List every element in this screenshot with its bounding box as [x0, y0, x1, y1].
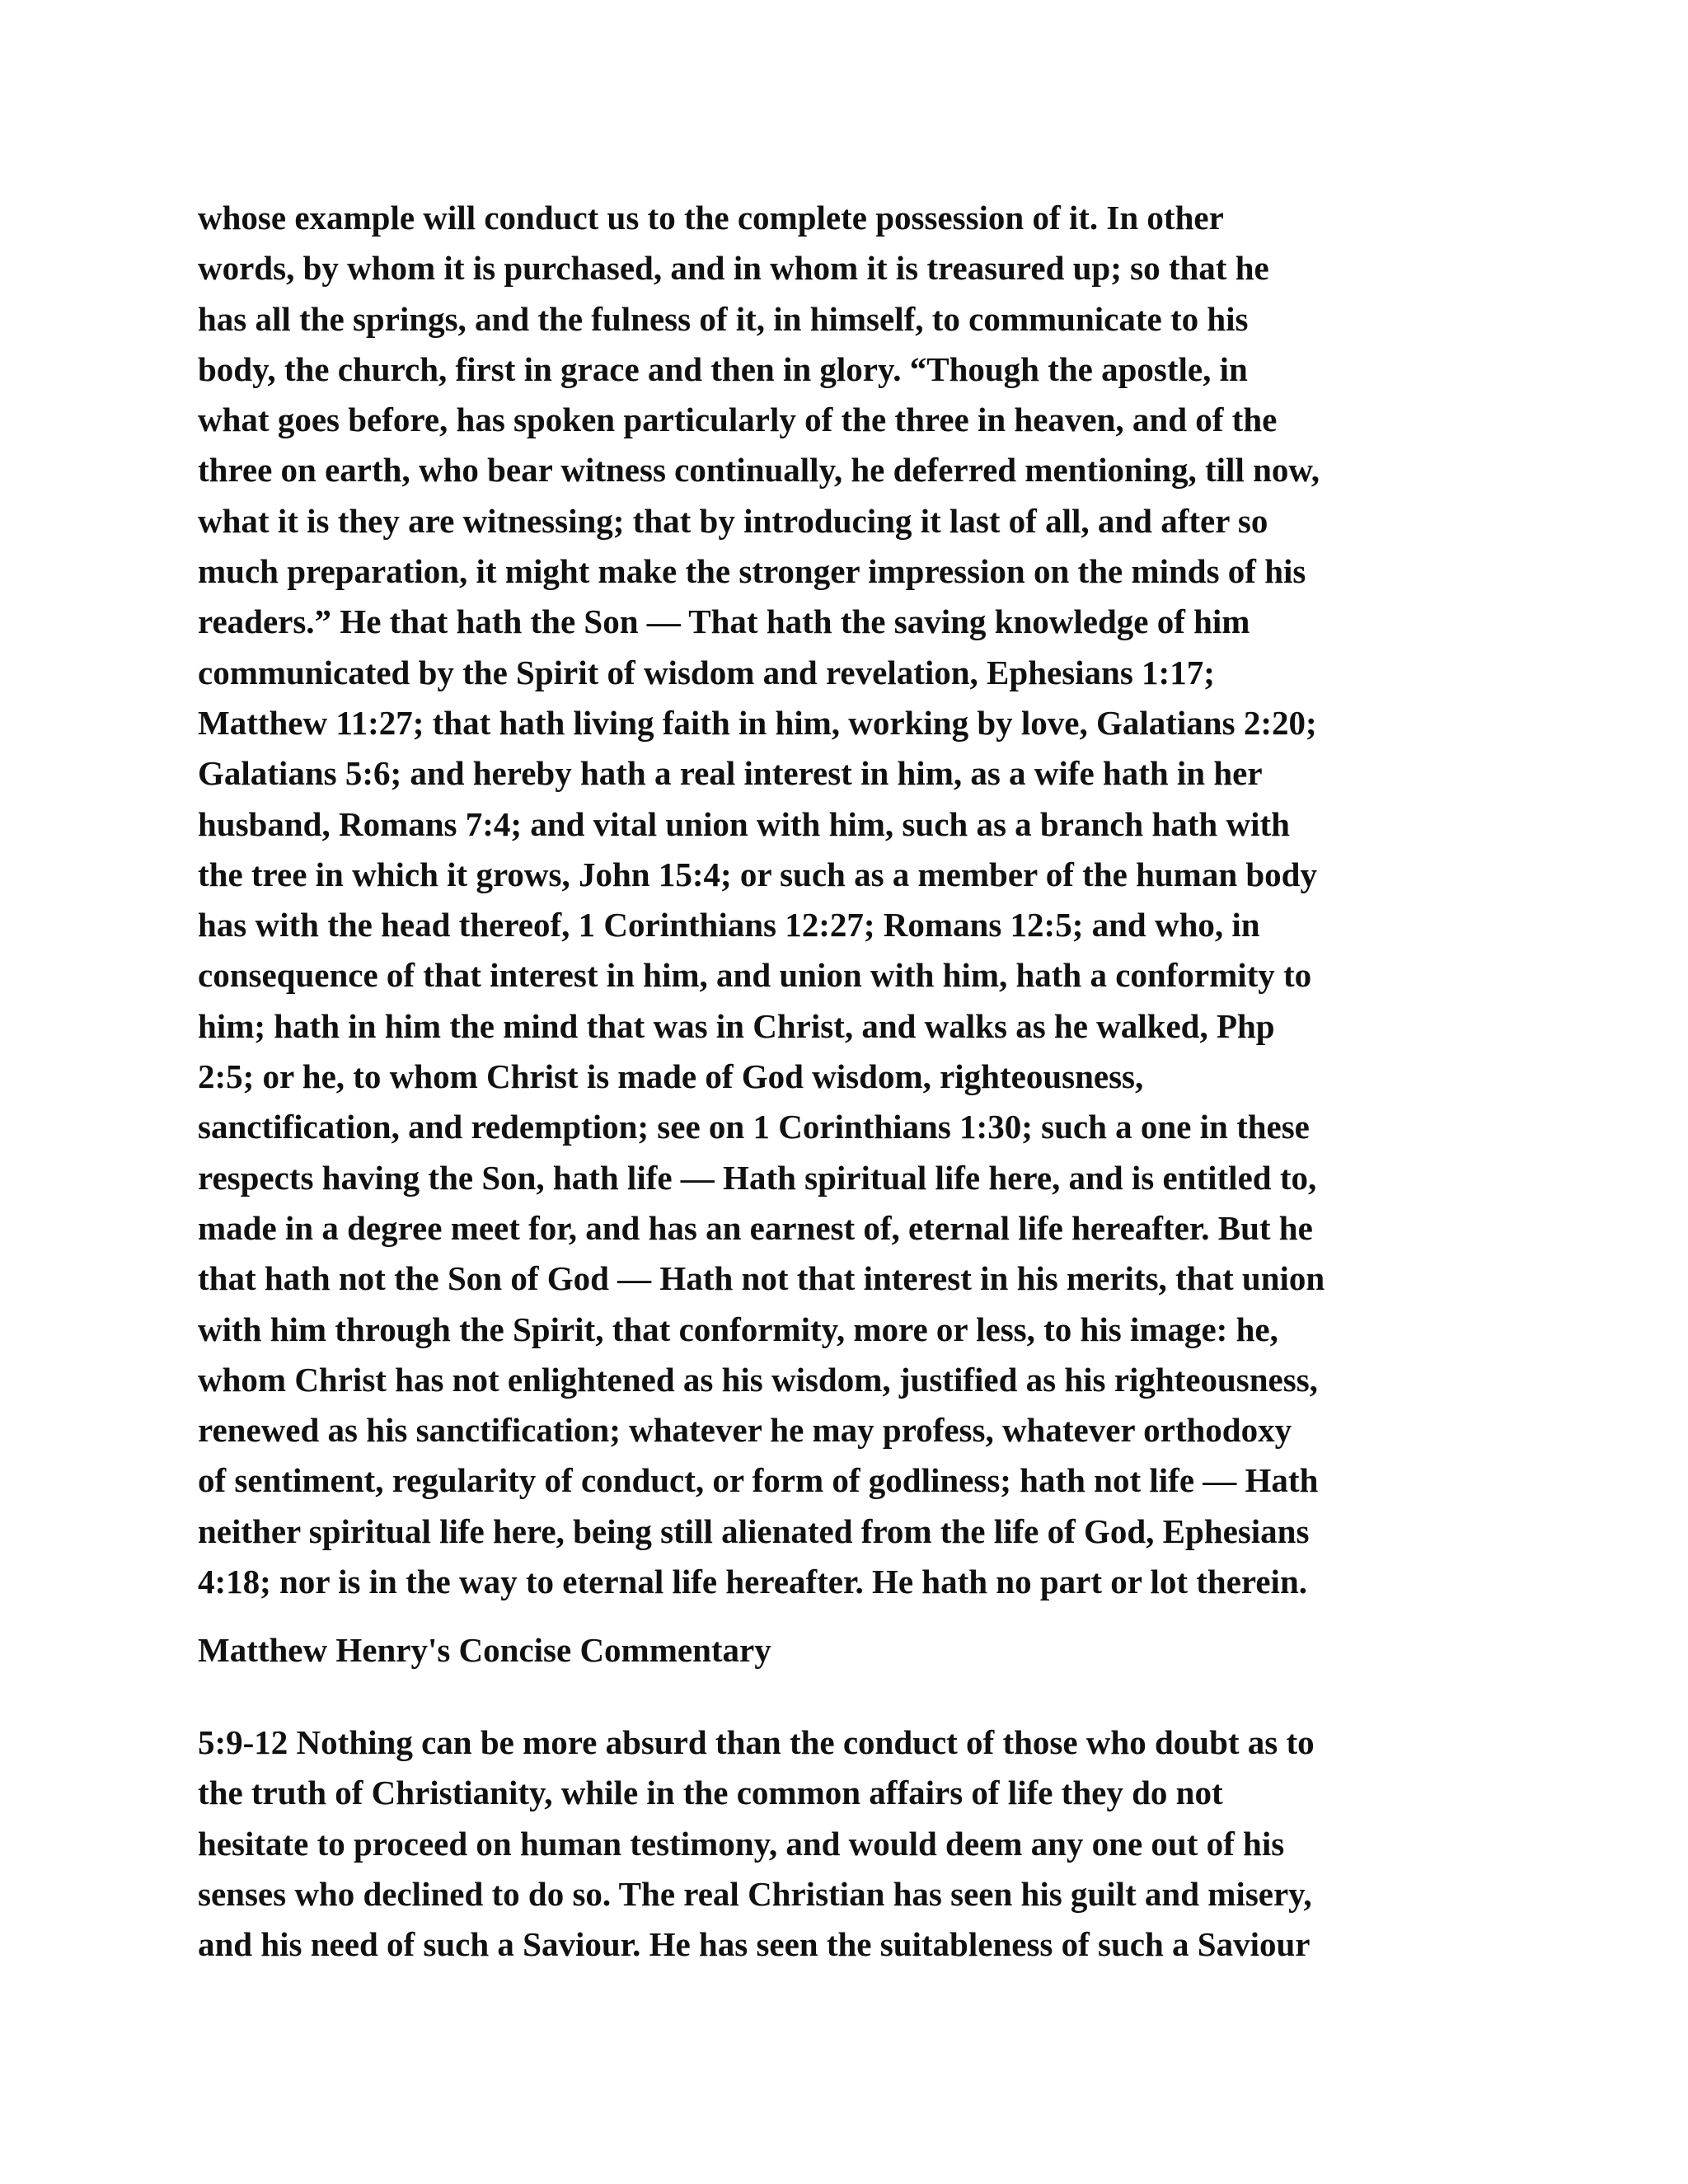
- text-line: has with the head thereof, 1 Corinthians 12:27; Romans 12:5; and who, in: [198, 906, 1260, 944]
- text-line: the tree in which it grows, John 15:4; or such as a member of the human body: [198, 855, 1317, 893]
- text-line: neither spiritual life here, being still alienated from the life of God, Ephesians: [198, 1511, 1310, 1550]
- text-line: sanctification, and redemption; see on 1 Corinthians 1:30; such a one in these: [198, 1108, 1310, 1146]
- text-line: whom Christ has not enlightened as his wisdom, justified as his righteousness,: [198, 1360, 1318, 1399]
- section-heading: [198, 1625, 1500, 1675]
- text-line: what it is they are witnessing; that by introducing it last of all, and after so: [198, 501, 1268, 540]
- section-heading-text: Matthew Henry's Concise Commentary: [198, 1631, 771, 1669]
- commentary-paragraph: [198, 193, 1500, 1607]
- text-line: husband, Romans 7:4; and vital union with him, such as a branch hath with: [198, 804, 1290, 843]
- text-line: 4:18; nor is in the way to eternal life hereafter. He hath no part or lot therein.: [198, 1563, 1307, 1601]
- text-line: with him through the Spirit, that conformity, more or less, to his image: he,: [198, 1310, 1278, 1348]
- text-line: the truth of Christianity, while in the common affairs of life they do not: [198, 1774, 1223, 1812]
- text-line: respects having the Son, hath life — Hath spiritual life here, and is entitled to,: [198, 1158, 1317, 1197]
- text-line: three on earth, who bear witness continually, he deferred mentioning, till now,: [198, 451, 1320, 490]
- text-line: communicated by the Spirit of wisdom and revelation, Ephesians 1:17;: [198, 653, 1215, 691]
- text-line: and his need of such a Saviour. He has seen the suitableness of such a Saviour: [198, 1925, 1311, 1964]
- text-line: whose example will conduct us to the complete possession of it. In other: [198, 199, 1224, 237]
- text-line: consequence of that interest in him, and union with him, hath a conformity to: [198, 956, 1312, 995]
- text-line: renewed as his sanctification; whatever he may profess, whatever orthodoxy: [198, 1411, 1292, 1450]
- commentary-paragraph: [198, 1718, 1500, 1970]
- text-line: has all the springs, and the fulness of it, in himself, to communicate to his: [198, 299, 1249, 338]
- text-line: 2:5; or he, to whom Christ is made of God wisdom, righteousness,: [198, 1057, 1144, 1096]
- text-line: hesitate to proceed on human testimony, and would deem any one out of his: [198, 1824, 1285, 1863]
- text-line: senses who declined to do so. The real Christian has seen his guilt and misery,: [198, 1874, 1312, 1913]
- text-line: readers.” He that hath the Son — That hath the saving knowledge of him: [198, 602, 1250, 641]
- text-line: made in a degree meet for, and has an earnest of, eternal life hereafter. But he: [198, 1208, 1313, 1247]
- text-line: him; hath in him the mind that was in Christ, and walks as he walked, Php: [198, 1006, 1275, 1045]
- text-line: what goes before, has spoken particularly of the three in heaven, and of the: [198, 401, 1278, 439]
- text-line: much preparation, it might make the stronger impression on the minds of his: [198, 552, 1306, 591]
- text-line: Galatians 5:6; and hereby hath a real interest in him, as a wife hath in her: [198, 754, 1263, 793]
- text-line: Matthew 11:27; that hath living faith in him, working by love, Galatians 2:20;: [198, 703, 1317, 742]
- text-line: 5:9-12 Nothing can be more absurd than the conduct of those who doubt as to: [198, 1723, 1315, 1761]
- text-line: body, the church, first in grace and then in glory. “Though the apostle, in: [198, 349, 1248, 388]
- text-line: of sentiment, regularity of conduct, or form of godliness; hath not life — Hath: [198, 1461, 1319, 1500]
- text-line: words, by whom it is purchased, and in whom it is treasured up; so that he: [198, 249, 1269, 288]
- text-line: that hath not the Son of God — Hath not that interest in his merits, that union: [198, 1259, 1325, 1298]
